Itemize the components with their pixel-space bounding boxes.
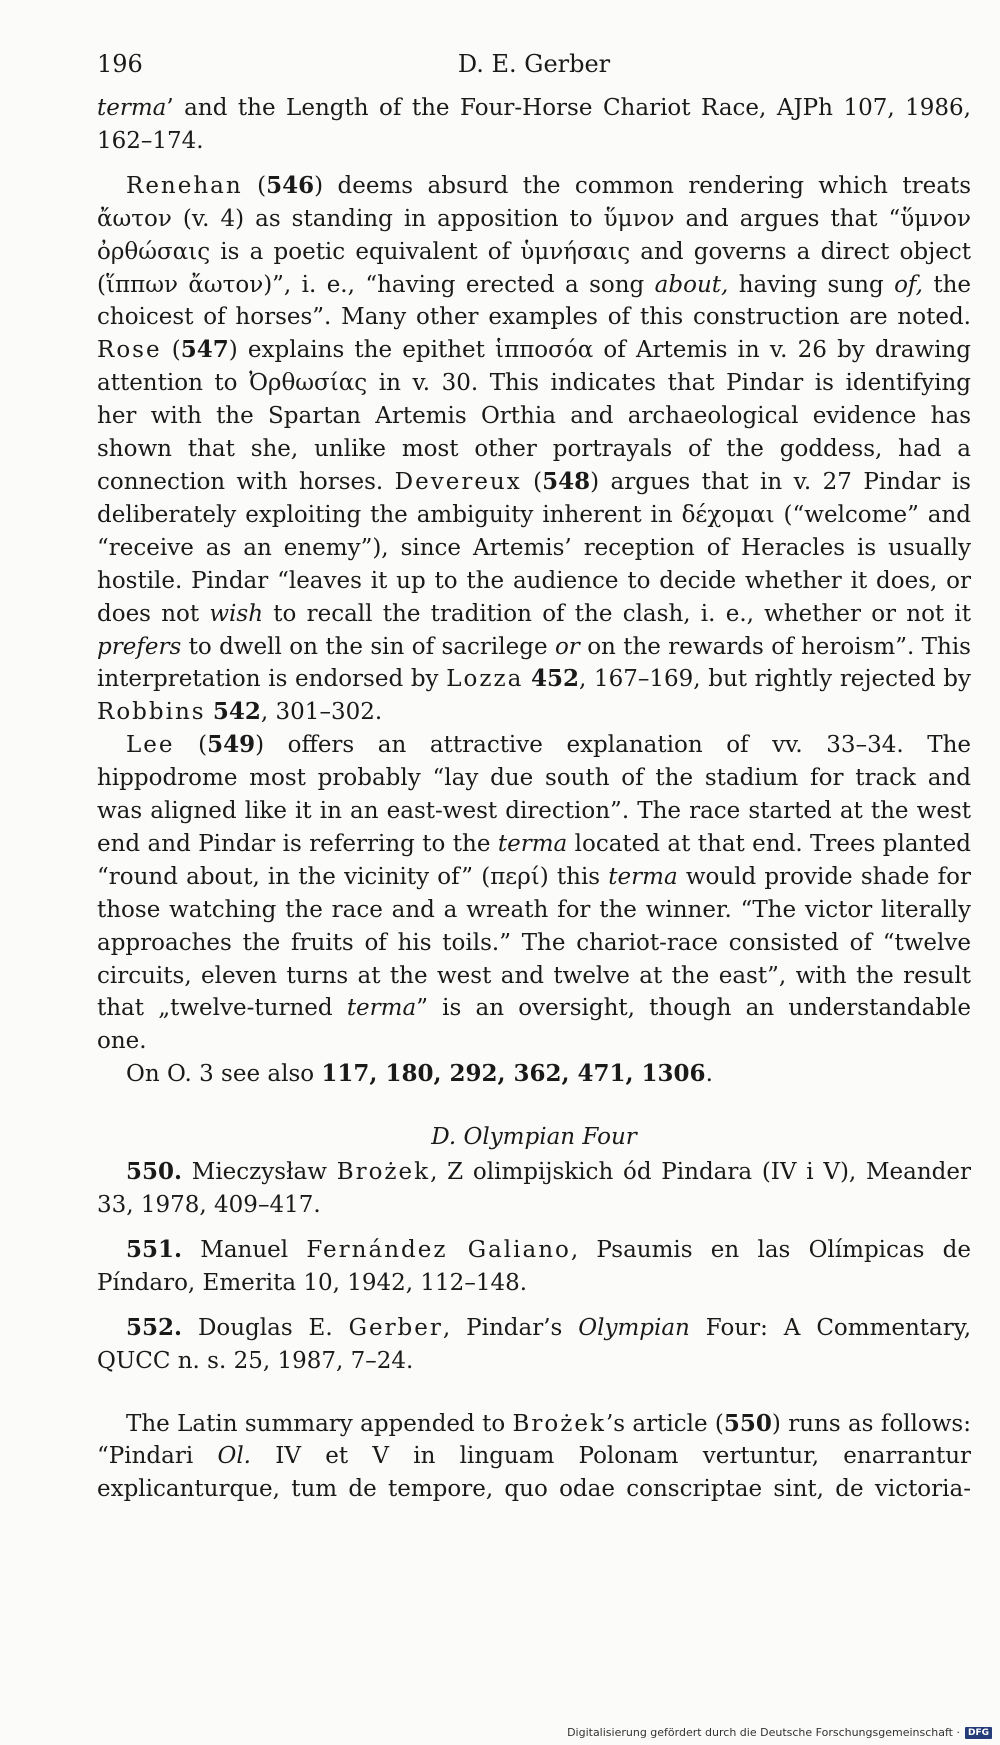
footer-text: Digitalisierung gefördert durch die Deutsche Forschungsgemeinschaft · xyxy=(567,1726,960,1739)
paragraph-lee: Lee (549) offers an attractive explanation of vv. 33–34. The hippodrome most probably “lay due south of the stadium for track and was aligned like it in an east-west direction”. The race started at the west end and Pindar is referring to the terma located at that end. Trees planted “round about, in the vicinity of” (περί) this terma would provide shade for those watching the race and a wreath for the winner. “The victor literally approaches the fruits of his toils.” The chariot-race consisted of “twelve circuits, eleven turns at the west and twelve at the east”, with the result that „twelve-turned terma” is an oversight, though an understandable one. xyxy=(97,731,971,1055)
continuation-line: terma’ and the Length of the Four-Horse Chariot Race, AJPh 107, 1986, xyxy=(97,95,971,121)
bib-entry-552: 552. Douglas E. Gerber, Pindar’s Olympian Four: A Commentary, QUCC n. s. 25, 1987, 7–24. xyxy=(97,1313,972,1374)
paragraph-latin-summary: The Latin summary appended to Brożek’s article (550) runs as follows: “Pindari Ol. IV et V in linguam Polonam vertuntur, enarrantur explicanturque, tum de tempore, quo odae conscriptae sint, de victoria- xyxy=(97,1409,971,1503)
paragraph-renehan: Renehan (546) deems absurd the common rendering which treats ἄωτον (v. 4) as standing in apposition to ὕμνον and argues that “ὕμνον ὀρθώσαις is a poetic equivalent of ὑμνήσαις and governs a direct object (ἵππων ἄωτον)”, i. e., “having erected a song about, having sung of, the choicest of horses”. Many other examples of this construction are noted. Rose (547) explains the epithet ἱπποσόα of Artemis in v. 26 by drawing attention to Ὀρθωσίας in v. 30. This indicates that Pindar is identifying her with the Spartan Artemis Orthia and archaeological evidence has shown that she, unlike most other portrayals of the goddess, had a connection with horses. Devereux (548) argues that in v. 27 Pindar is deliberately exploiting the ambiguity inherent in δέχομαι (“welcome” and “receive as an enemy”), since Artemis’ reception of Heracles is usually hostile. Pindar “leaves it up to the audience to decide whether it does, or does not wish to recall the tradition of the clash, i. e., whether or not it prefers to dwell on the sin of sacrilege or on the rewards of heroism”. This interpretation is endorsed by Lozza 452, 167–169, but rightly rejected by Robbins 542, 301–302. xyxy=(97,171,972,726)
running-head: D. E. Gerber xyxy=(457,50,611,78)
paragraph-see-also: On O. 3 see also 117, 180, 292, 362, 471, 1306. xyxy=(126,1060,713,1088)
dfg-logo: DFG xyxy=(965,1727,992,1739)
bib-entry-550: 550. Mieczysław Brożek, Z olimpijskich ód Pindara (IV i V), Meander 33, 1978, 409–417. xyxy=(97,1158,971,1218)
page xyxy=(97,50,971,1506)
page-number: 196 xyxy=(97,50,143,78)
page-header xyxy=(97,50,971,84)
continuation-line-end: 162–174. xyxy=(97,127,204,154)
bib-entry-551: 551. Manuel Fernández Galiano, Psaumis en las Olímpicas de Píndaro, Emerita 10, 1942, 112–148. xyxy=(97,1235,971,1296)
body-text xyxy=(97,92,971,1506)
digitization-footer xyxy=(567,1726,992,1739)
section-heading: D. Olympian Four xyxy=(431,1124,637,1151)
